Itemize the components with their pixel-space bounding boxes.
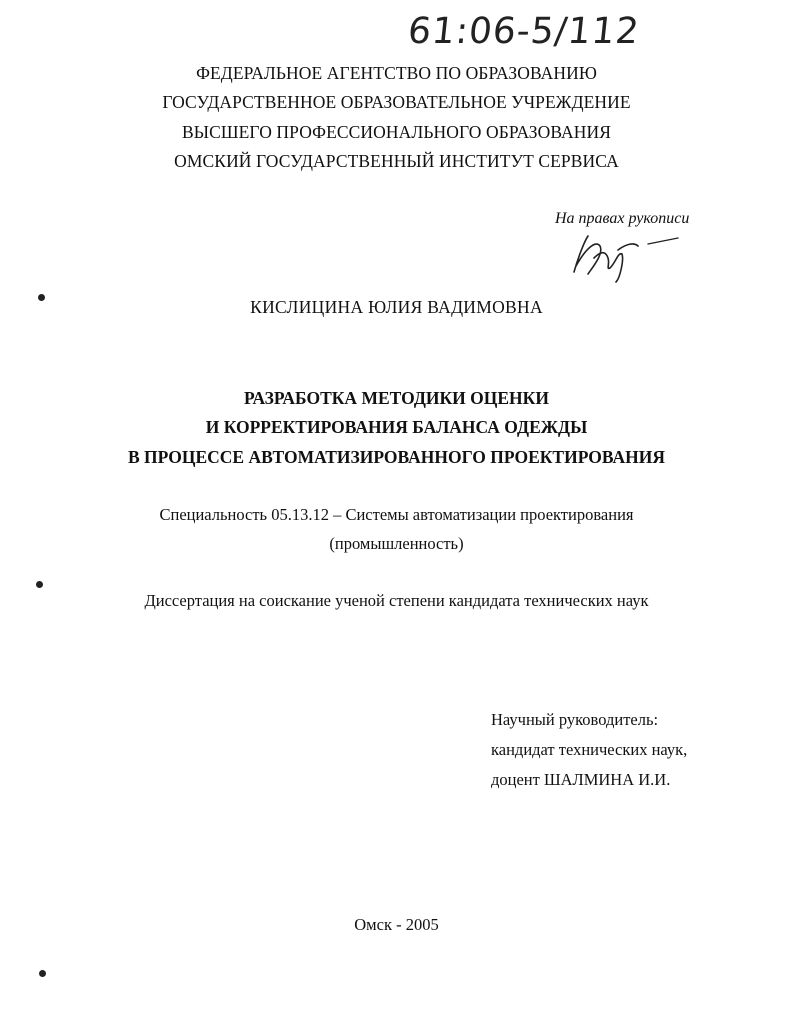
specialty-line: Специальность 05.13.12 – Системы автоматизации проектирования <box>159 505 634 524</box>
author-name: КИСЛИЦИНА ЮЛИЯ ВАДИМОВНА <box>250 297 543 317</box>
org-line-4: ОМСКИЙ ГОСУДАРСТВЕННЫЙ ИНСТИТУТ СЕРВИСА <box>174 151 619 171</box>
manuscript-rights-note: На правах рукописи <box>555 210 690 227</box>
punch-hole-mark <box>38 294 45 301</box>
advisor-heading: Научный руководитель: <box>491 710 659 729</box>
specialty-industry: (промышленность) <box>329 534 464 553</box>
org-line-3: ВЫСШЕГО ПРОФЕССИОНАЛЬНОГО ОБРАЗОВАНИЯ <box>181 122 612 142</box>
punch-hole-mark <box>39 970 46 977</box>
title-line-3: В ПРОЦЕССЕ АВТОМАТИЗИРОВАННОГО ПРОЕКТИРОВАНИЯ <box>127 447 665 467</box>
dissertation-statement: Диссертация на соискание ученой степени кандидата технических наук <box>144 591 649 610</box>
punch-hole-mark <box>36 581 43 588</box>
org-line-2: ГОСУДАРСТВЕННОЕ ОБРАЗОВАТЕЛЬНОЕ УЧРЕЖДЕНИЕ <box>162 92 631 112</box>
title-line-1: РАЗРАБОТКА МЕТОДИКИ ОЦЕНКИ <box>244 388 549 408</box>
title-line-2: И КОРРЕКТИРОВАНИЯ БАЛАНСА ОДЕЖДЫ <box>205 417 588 437</box>
advisor-name: доцент ШАЛМИНА И.И. <box>491 770 671 789</box>
signature <box>566 228 686 283</box>
city-year: Омск - 2005 <box>354 915 439 934</box>
archive-code: 61:06-5/112 <box>405 11 642 52</box>
org-line-1: ФЕДЕРАЛЬНОЕ АГЕНТСТВО ПО ОБРАЗОВАНИЮ <box>196 63 597 83</box>
advisor-degree: кандидат технических наук, <box>491 740 688 759</box>
